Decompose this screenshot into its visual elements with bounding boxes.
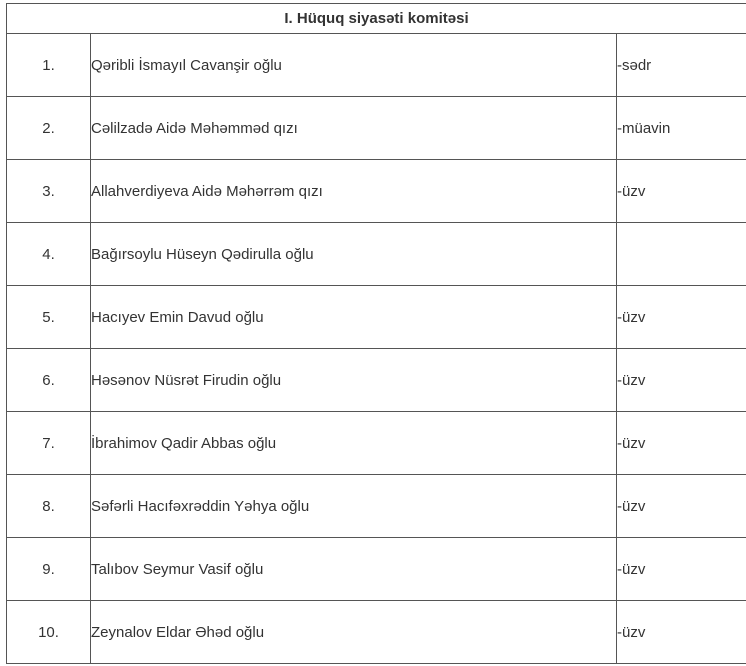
- table-row: [7, 538, 746, 601]
- member-name: Bağırsoylu Hüseyn Qədirulla oğlu: [91, 223, 617, 286]
- member-name: Cəlilzadə Aidə Məhəmməd qızı: [91, 97, 617, 160]
- member-number: 6.: [7, 349, 91, 412]
- member-role: -üzv: [617, 601, 746, 664]
- member-number: 7.: [7, 412, 91, 475]
- table-row: [7, 601, 746, 664]
- member-role: [617, 223, 746, 286]
- table-title-row: [7, 4, 746, 34]
- member-name: Səfərli Hacıfəxrəddin Yəhya oğlu: [91, 475, 617, 538]
- table-row: [7, 286, 746, 349]
- committee-title: I. Hüquq siyasəti komitəsi: [7, 4, 746, 34]
- member-number: 4.: [7, 223, 91, 286]
- member-role: -müavin: [617, 97, 746, 160]
- table-row: [7, 223, 746, 286]
- member-name: Allahverdiyeva Aidə Məhərrəm qızı: [91, 160, 617, 223]
- committee-table: [6, 3, 746, 664]
- member-name: Hacıyev Emin Davud oğlu: [91, 286, 617, 349]
- member-number: 3.: [7, 160, 91, 223]
- member-number: 10.: [7, 601, 91, 664]
- committee-table-body: [7, 4, 746, 664]
- table-row: [7, 34, 746, 97]
- member-role: -üzv: [617, 286, 746, 349]
- member-role: -üzv: [617, 160, 746, 223]
- member-number: 1.: [7, 34, 91, 97]
- member-role: -üzv: [617, 349, 746, 412]
- member-name: Talıbov Seymur Vasif oğlu: [91, 538, 617, 601]
- table-row: [7, 349, 746, 412]
- member-role: -sədr: [617, 34, 746, 97]
- member-role: -üzv: [617, 538, 746, 601]
- member-name: Həsənov Nüsrət Firudin oğlu: [91, 349, 617, 412]
- member-role: -üzv: [617, 412, 746, 475]
- table-row: [7, 160, 746, 223]
- member-number: 2.: [7, 97, 91, 160]
- member-name: Zeynalov Eldar Əhəd oğlu: [91, 601, 617, 664]
- table-row: [7, 97, 746, 160]
- member-number: 8.: [7, 475, 91, 538]
- member-name: Qəribli İsmayıl Cavanşir oğlu: [91, 34, 617, 97]
- table-row: [7, 412, 746, 475]
- member-number: 9.: [7, 538, 91, 601]
- table-row: [7, 475, 746, 538]
- member-name: İbrahimov Qadir Abbas oğlu: [91, 412, 617, 475]
- member-number: 5.: [7, 286, 91, 349]
- member-role: -üzv: [617, 475, 746, 538]
